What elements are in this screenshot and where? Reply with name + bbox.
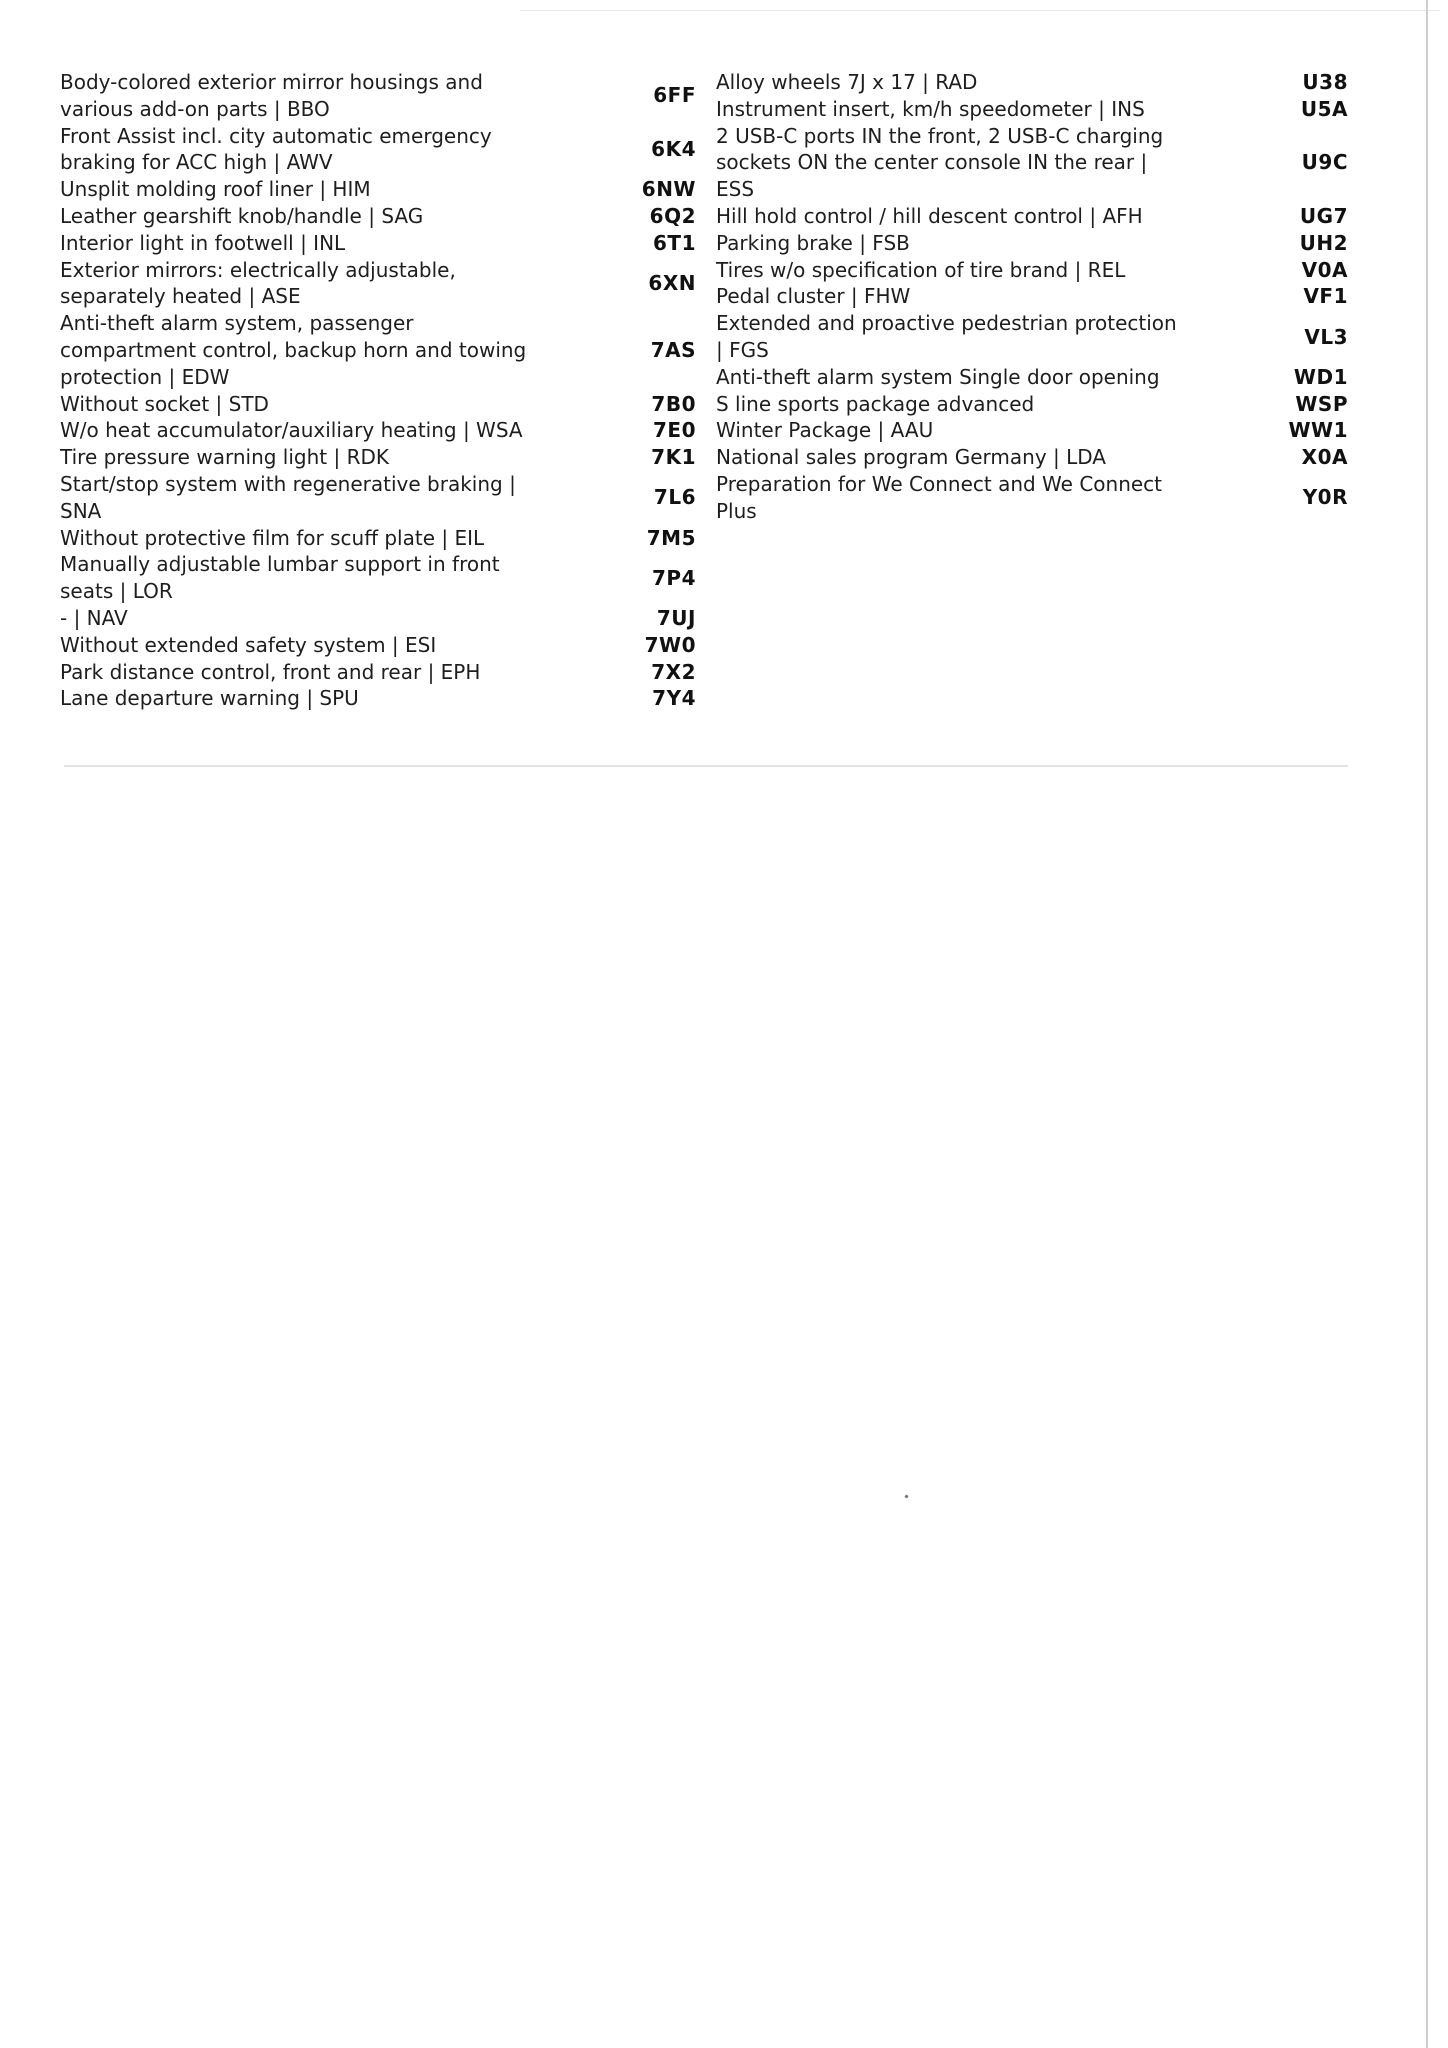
option-code: WD1 <box>1293 364 1348 389</box>
option-row <box>60 203 696 230</box>
option-code: 6K4 <box>651 136 696 161</box>
option-row <box>716 230 1348 257</box>
option-description: - | NAV <box>60 605 128 630</box>
option-code: 7M5 <box>646 525 696 550</box>
option-code: 7W0 <box>644 632 696 657</box>
option-code: U9C <box>1301 150 1348 175</box>
option-row <box>716 203 1348 230</box>
option-row <box>60 444 696 471</box>
option-row <box>716 283 1348 310</box>
option-row <box>716 417 1348 444</box>
option-code: U38 <box>1302 70 1348 94</box>
option-row <box>716 96 1348 123</box>
option-code: 6T1 <box>653 230 696 255</box>
scan-edge-right <box>1426 0 1428 2048</box>
option-code: X0A <box>1301 445 1348 470</box>
option-description: National sales program Germany | LDA <box>716 445 1106 470</box>
option-description: Lane departure warning | SPU <box>60 686 359 711</box>
options-list-right <box>716 69 1348 525</box>
option-description: Anti-theft alarm system, passenger compartment control, backup horn and towing protection | EDW <box>60 311 527 389</box>
option-code: VF1 <box>1303 284 1348 309</box>
option-code: 7L6 <box>653 485 696 510</box>
option-description: Parking brake | FSB <box>716 230 910 255</box>
option-row <box>716 471 1348 525</box>
option-code: 6FF <box>653 83 696 108</box>
scan-edge-top <box>520 10 1440 11</box>
option-description: Anti-theft alarm system Single door opening <box>716 364 1160 389</box>
option-code: 6XN <box>648 270 696 295</box>
option-description: Interior light in footwell | INL <box>60 230 346 255</box>
option-description: Alloy wheels 7J x 17 | RAD <box>716 70 978 94</box>
option-description: Extended and proactive pedestrian protection | FGS <box>716 311 1177 362</box>
option-code: 7UJ <box>656 605 696 630</box>
option-description: Without extended safety system | ESI <box>60 632 437 657</box>
option-code: 7X2 <box>651 659 696 684</box>
option-row <box>716 391 1348 418</box>
option-description: Preparation for We Connect and We Connect Plus <box>716 471 1163 523</box>
option-description: Leather gearshift knob/handle | SAG <box>60 203 424 228</box>
option-code: UG7 <box>1299 203 1348 228</box>
option-row <box>60 391 696 418</box>
option-code: 7E0 <box>653 418 696 443</box>
option-description: Tires w/o specification of tire brand | REL <box>716 257 1126 282</box>
option-row <box>60 632 696 659</box>
option-row <box>60 685 696 712</box>
scan-speck <box>904 1494 908 1498</box>
option-description: Without socket | STD <box>60 391 269 416</box>
option-description: Hill hold control / hill descent control | AFH <box>716 203 1143 228</box>
option-description: 2 USB-C ports IN the front, 2 USB-C charging sockets ON the center console IN the rear | ESS <box>716 123 1164 202</box>
option-description: Body-colored exterior mirror housings and various add-on parts | BBO <box>60 70 483 121</box>
option-description: Without protective film for scuff plate | EIL <box>60 525 485 550</box>
option-code: 7K1 <box>651 445 696 470</box>
option-code: V0A <box>1301 257 1348 282</box>
option-row <box>60 69 696 123</box>
option-description: Front Assist incl. city automatic emergency braking for ACC high | AWV <box>60 123 492 175</box>
option-code: 7P4 <box>652 565 696 590</box>
option-description: Start/stop system with regenerative braking | SNA <box>60 471 516 523</box>
option-code: 7Y4 <box>652 686 696 711</box>
option-description: S line sports package advanced <box>716 391 1035 416</box>
separator-line <box>64 765 1348 767</box>
option-row <box>60 310 696 390</box>
option-row <box>60 417 696 444</box>
option-row <box>60 551 696 605</box>
option-description: Pedal cluster | FHW <box>716 284 911 309</box>
option-row <box>716 364 1348 391</box>
option-row <box>60 176 696 203</box>
option-row <box>60 257 696 311</box>
option-description: Tire pressure warning light | RDK <box>60 445 389 470</box>
option-code: Y0R <box>1302 485 1348 510</box>
option-code: UH2 <box>1299 230 1348 255</box>
option-code: WW1 <box>1288 418 1348 443</box>
option-description: W/o heat accumulator/auxiliary heating | WSA <box>60 418 523 443</box>
option-code: VL3 <box>1304 324 1348 349</box>
option-code: 7AS <box>650 337 696 362</box>
option-row <box>716 444 1348 471</box>
option-description: Unsplit molding roof liner | HIM <box>60 177 371 202</box>
option-row <box>60 471 696 525</box>
option-description: Exterior mirrors: electrically adjustable, separately heated | ASE <box>60 257 456 309</box>
option-description: Instrument insert, km/h speedometer | INS <box>716 96 1145 121</box>
option-description: Winter Package | AAU <box>716 418 934 443</box>
option-row <box>60 230 696 257</box>
option-row <box>60 605 696 632</box>
option-description: Manually adjustable lumbar support in front seats | LOR <box>60 552 500 604</box>
option-code: U5A <box>1300 96 1348 121</box>
option-code: 6Q2 <box>649 203 696 228</box>
option-description: Park distance control, front and rear | EPH <box>60 659 481 684</box>
options-list-left <box>60 69 696 712</box>
option-row <box>716 310 1348 364</box>
option-row <box>60 659 696 686</box>
option-row <box>716 123 1348 203</box>
option-row <box>716 257 1348 284</box>
option-row <box>716 69 1348 96</box>
option-code: 7B0 <box>651 391 696 416</box>
option-code: WSP <box>1295 391 1348 416</box>
option-row <box>60 525 696 552</box>
option-row <box>60 123 696 177</box>
option-code: 6NW <box>641 177 696 202</box>
